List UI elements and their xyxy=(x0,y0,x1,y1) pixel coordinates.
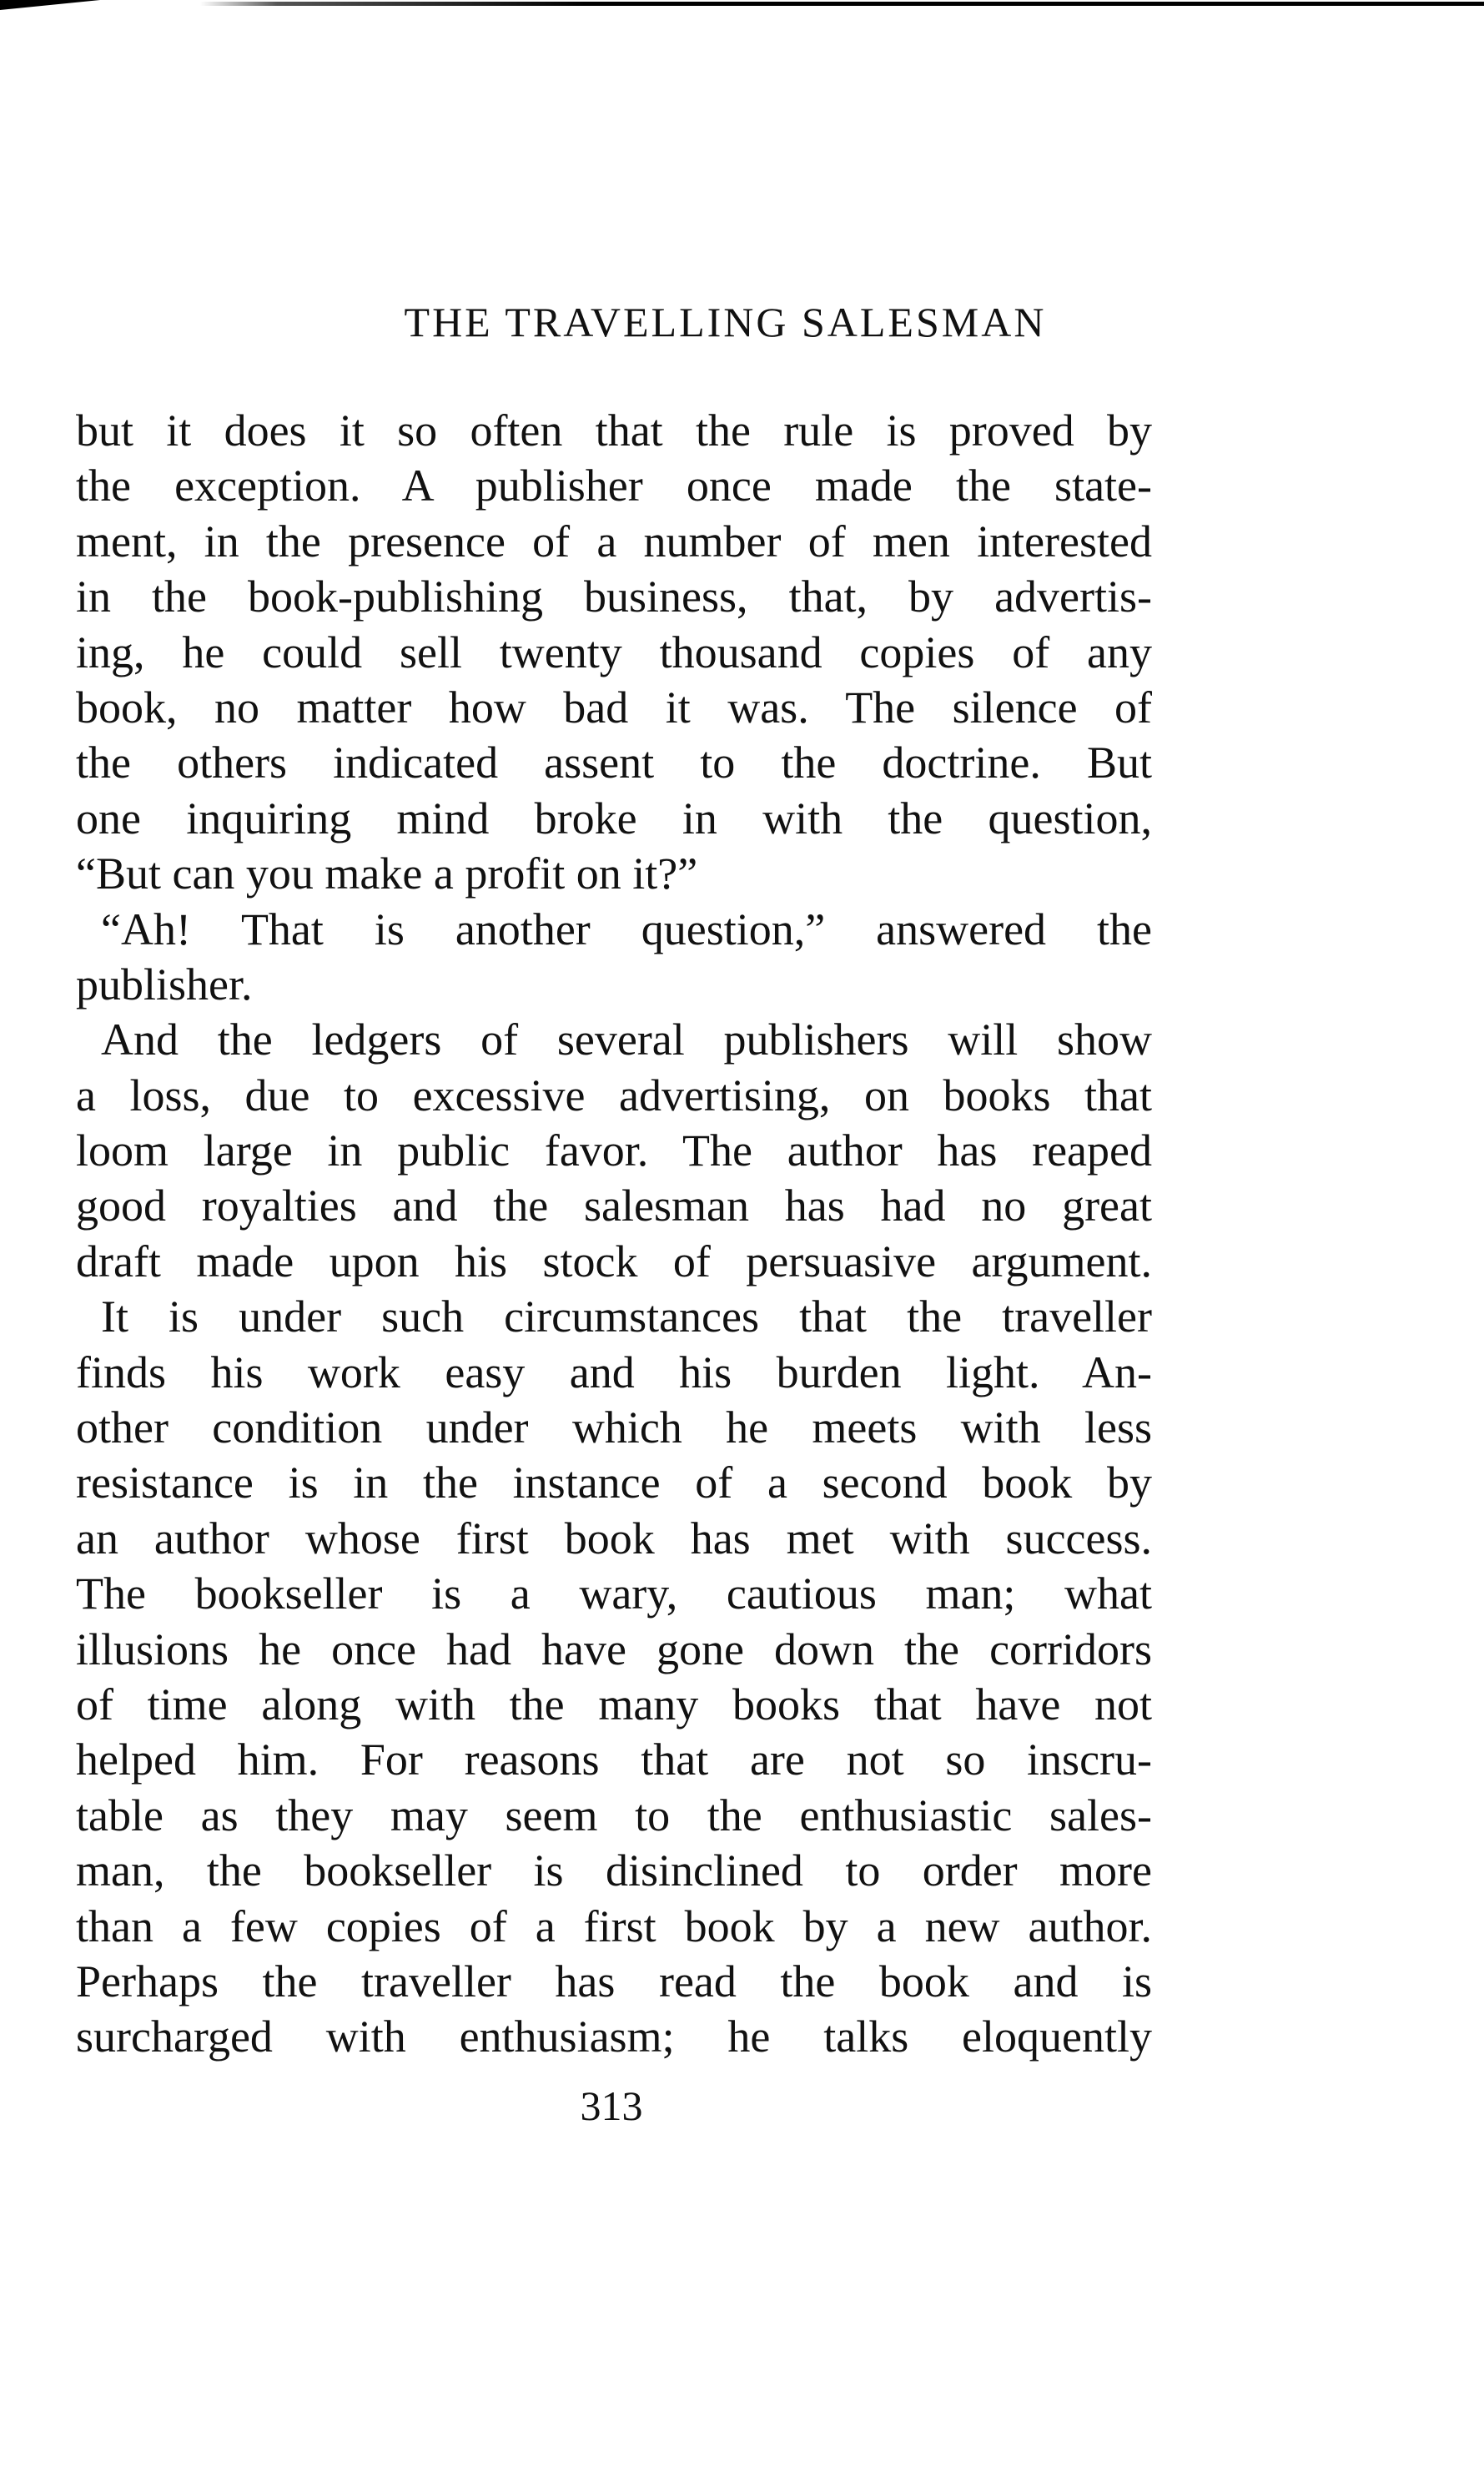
text-line: than a few copies of a first book by a new author. xyxy=(76,1901,1152,1951)
scan-edge-line xyxy=(200,2,1484,6)
text-line: draft made upon his stock of persuasive argument. xyxy=(76,1236,1152,1286)
text-line: man, the bookseller is disinclined to order more xyxy=(76,1845,1152,1896)
text-line: ing, he could sell twenty thousand copies of any xyxy=(76,627,1152,677)
text-line: one inquiring mind broke in with the question, xyxy=(76,793,1152,843)
text-line: loom large in public favor. The author has reaped xyxy=(76,1125,1152,1176)
text-line: Perhaps the traveller has read the book and is xyxy=(76,1956,1152,2006)
text-line: “Ah! That is another question,” answered the xyxy=(101,904,1152,954)
running-head xyxy=(0,294,1484,350)
page-number: 313 xyxy=(580,2082,643,2129)
running-head-text: THE TRAVELLING SALESMAN xyxy=(404,299,1047,345)
text-line: It is under such circumstances that the traveller xyxy=(101,1291,1152,1342)
body-text xyxy=(76,403,1152,2065)
text-line: the exception. A publisher once made the state- xyxy=(76,461,1152,511)
text-line: resistance is in the instance of a second book by xyxy=(76,1458,1152,1508)
text-line: good royalties and the salesman has had no great xyxy=(76,1181,1152,1231)
text-line: The bookseller is a wary, cautious man; what xyxy=(76,1568,1152,1619)
text-line: publisher. xyxy=(76,959,253,1009)
text-line: book, no matter how bad it was. The silence of xyxy=(76,682,1152,733)
scan-edge-mark xyxy=(0,0,100,10)
text-line: the others indicated assent to the doctrine. But xyxy=(76,738,1152,788)
text-line: an author whose first book has met with success. xyxy=(76,1513,1152,1563)
text-line: finds his work easy and his burden light. An- xyxy=(76,1347,1152,1397)
text-line: “But can you make a profit on it?” xyxy=(76,848,698,899)
text-line: And the ledgers of several publishers will show xyxy=(101,1014,1152,1065)
text-line: but it does it so often that the rule is proved by xyxy=(76,405,1152,456)
text-line: a loss, due to excessive advertising, on books that xyxy=(76,1070,1152,1120)
text-line: table as they may seem to the enthusiastic sales- xyxy=(76,1790,1152,1840)
text-line: in the book-publishing business, that, by advertis- xyxy=(76,571,1152,622)
text-line: surcharged with enthusiasm; he talks eloquently xyxy=(76,2011,1152,2062)
text-line: of time along with the many books that have not xyxy=(76,1679,1152,1729)
text-line: helped him. For reasons that are not so inscru- xyxy=(76,1734,1152,1785)
text-line: other condition under which he meets with less xyxy=(76,1402,1152,1453)
text-line: illusions he once had have gone down the corridors xyxy=(76,1624,1152,1674)
text-line: ment, in the presence of a number of men interested xyxy=(76,516,1152,566)
